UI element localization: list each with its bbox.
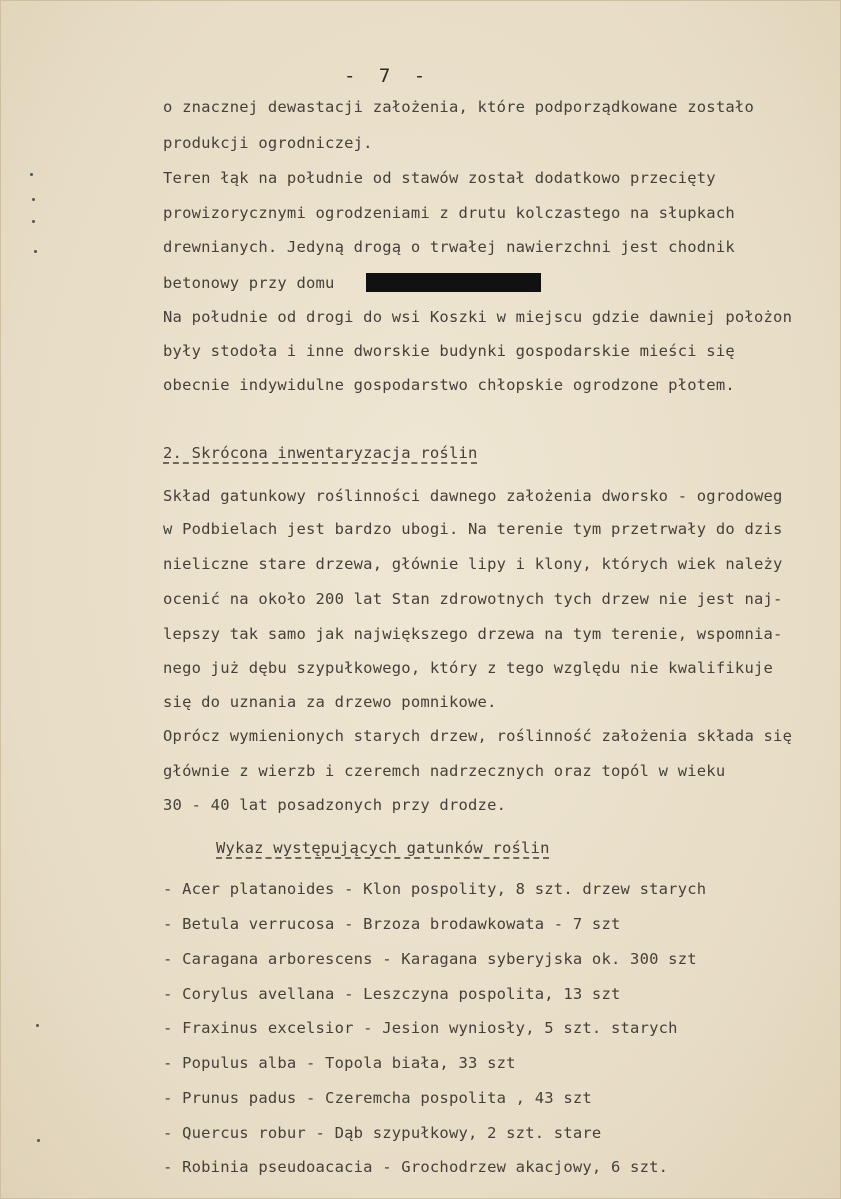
- margin-speck-2: [32, 198, 35, 201]
- text-line-18: głównie z wierzb i czeremch nadrzecznych oraz topól w wieku: [163, 762, 726, 780]
- section-heading: 2. Skrócona inwentaryzacja roślin: [163, 444, 478, 462]
- species-item-2: - Betula verrucosa - Brzoza brodawkowata - 7 szt: [163, 915, 621, 933]
- text-line-4: prowizorycznymi ogrodzeniami z drutu kolczastego na słupkach: [163, 204, 735, 222]
- text-line-19: 30 - 40 lat posadzonych przy drodze.: [163, 796, 507, 814]
- text-line-16: się do uznania za drzewo pomnikowe.: [163, 693, 497, 711]
- text-line-12: nieliczne stare drzewa, głównie lipy i klony, których wiek należy: [163, 555, 783, 573]
- species-item-3: - Caragana arborescens - Karagana syberyjska ok. 300 szt: [163, 950, 697, 968]
- text-line-11: w Podbielach jest bardzo ubogi. Na terenie tym przetrwały do dzis: [163, 520, 783, 538]
- margin-speck-4: [34, 250, 37, 253]
- margin-speck-5: [36, 1024, 39, 1027]
- margin-speck-1: [30, 173, 33, 176]
- margin-speck-3: [32, 220, 35, 223]
- text-line-1: o znacznej dewastacji założenia, które podporządkowane zostało: [163, 98, 754, 116]
- text-line-2: produkcji ogrodniczej.: [163, 134, 373, 152]
- text-line-7: Na południe od drogi do wsi Koszki w miejscu gdzie dawniej położon: [163, 308, 793, 326]
- text-line-13: ocenić na około 200 lat Stan zdrowotnych tych drzew nie jest naj-: [163, 590, 783, 608]
- species-item-8: - Quercus robur - Dąb szypułkowy, 2 szt. stare: [163, 1124, 602, 1142]
- text-line-14: lepszy tak samo jak największego drzewa na tym terenie, wspomnia-: [163, 625, 783, 643]
- page-number: - 7 -: [344, 65, 432, 87]
- text-line-17: Oprócz wymienionych starych drzew, roślinność założenia składa się: [163, 727, 793, 745]
- species-item-6: - Populus alba - Topola biała, 33 szt: [163, 1054, 516, 1072]
- redaction-bar: [366, 273, 541, 292]
- margin-speck-6: [37, 1139, 40, 1142]
- species-item-9: - Robinia pseudoacacia - Grochodrzew akacjowy, 6 szt.: [163, 1158, 669, 1176]
- text-line-5: drewnianych. Jedyną drogą o trwałej nawierzchni jest chodnik: [163, 238, 735, 256]
- text-line-8: były stodoła i inne dworskie budynki gospodarskie mieści się: [163, 342, 735, 360]
- text-line-3: Teren łąk na południe od stawów został dodatkowo przecięty: [163, 169, 716, 187]
- species-list-heading: Wykaz występujących gatunków roślin: [216, 839, 550, 857]
- species-item-7: - Prunus padus - Czeremcha pospolita , 43 szt: [163, 1089, 592, 1107]
- text-line-15: nego już dębu szypułkowego, który z tego względu nie kwalifikuje: [163, 659, 774, 677]
- text-line-10: Skład gatunkowy roślinności dawnego założenia dworsko - ogrodoweg: [163, 487, 783, 505]
- species-item-4: - Corylus avellana - Leszczyna pospolita, 13 szt: [163, 985, 621, 1003]
- species-item-5: - Fraxinus excelsior - Jesion wyniosły, 5 szt. starych: [163, 1019, 678, 1037]
- species-item-1: - Acer platanoides - Klon pospolity, 8 szt. drzew starych: [163, 880, 707, 898]
- text-line-6: betonowy przy domu: [163, 274, 335, 292]
- text-line-9: obecnie indywidulne gospodarstwo chłopskie ogrodzone płotem.: [163, 376, 735, 394]
